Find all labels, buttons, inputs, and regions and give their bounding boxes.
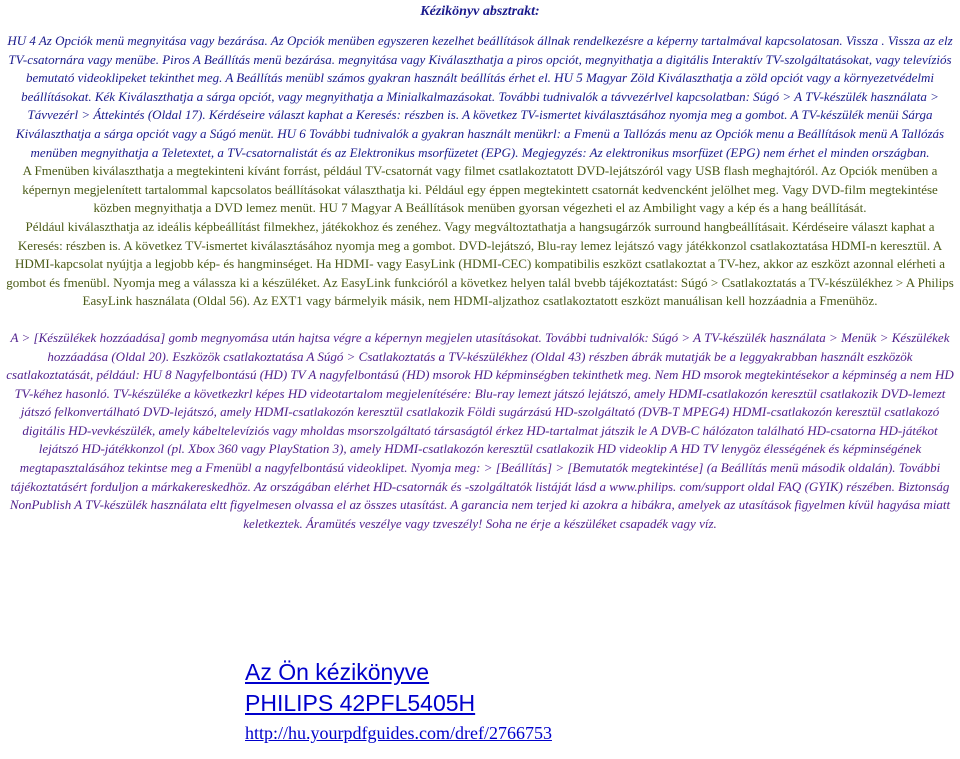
- paragraph-gap: [6, 311, 954, 329]
- model-link[interactable]: PHILIPS 42PFL5405H: [245, 690, 476, 716]
- paragraph-home-menu: A Fmenüben kiválaszthatja a megtekinteni kívánt forrást, például TV-csatornát vagy filmet csatlakoztatott DVD-lejátszóról vagy USB flash meghajtóról. Az Opciók menüben a képernyn megjelenített tartalommal kapcsolatos beállításokat választhatja ki. Például egy éppen megtekintett csatornát kedvencként jelölhet meg. Vagy DVD-film megtekintése közben megnyithatja a DVD lemez menüt. HU 7 Magyar A Beállítások menüben gyorsan végezheti el az Ambilight vagy a kép és a hang beállítását.: [22, 163, 938, 216]
- url-link[interactable]: http://hu.yourpdfguides.com/dref/2766753: [245, 723, 552, 743]
- paragraph-devices: A > [Készülékek hozzáadása] gomb megnyomása után hajtsa végre a képernyn megjelen utasításokat. További tudnivalók: Súgó > A TV-készülék használata > Menük > Készülékek hozzáadása (Oldal 20). Eszközök csatlakoztatása A Súgó > Csatlakoztatás a TV-készülékhez (Oldal 43) részben ábrák mutatják be a leggyakrabban használt eszközök csatlakoztatását, például: HU 8 Nagyfelbontású (HD) TV A nagyfelbontású (HD) msorok HD képminségben tekinthetk meg. Nem HD msorok megtekintésekor a képminség a nem HD TV-kéhez hasonló. TV-készüléke a következkrl képes HD videotartalom megjelenítésére: Blu-ray lemezt játszó lejátszó, amely HDMI-csatlakozón keresztül csatlakozik DVD-lemezt játszó felkonvertálható DVD-lejátszó, amely HDMI-csatlakozón keresztül csatlakozik Földi sugárzású HD-szolgáltató (DVB-T MPEG4) HDMI-csatlakozón keresztül csatlakozó digitális HD-vevkészülék, amely kábeltelevíziós vagy mholdas msorszolgáltató társaságtól érkez HD-tartalmat játszik le A DVB-C hálózaton található HD-csatorna HD-játékot lejátszó HD-játékkonzol (pl. Xbox 360 vagy PlayStation 3), amely HDMI-csatlakozón keresztül csatlakozik HD videoklip A HD TV lenygöz élességének és képminségének megtapasztalásához tekintse meg a Fmenübl a nagyfelbontású videoklipet. Nyomja meg: > [Beállítás] > [Bemutatók megtekintése] (a Beállítás menü második oldalán). További tájékoztatásért forduljon a márkakereskedhöz. Az országában elérhet HD-csatornák és -szolgáltatók listáját lásd a www.philips. com/support oldal FAQ (GYIK) részében. Biztonság NonPublish A TV-készülék használata eltt figyelmesen olvassa el az összes utasítást. A garancia nem terjed ki azokra a hibákra, amelyek az utasítások figyelmen kívül hagyása miatt keletkeztek. Áramütés veszélye vagy tzveszély! Soha ne érje a készüléket csapadék vagy víz.: [6, 329, 954, 531]
- page-title: Kézikönyv absztrakt:: [420, 4, 540, 19]
- paragraph-settings: Például kiválaszthatja az ideális képbeállítást filmekhez, játékokhoz és zenéhez. Vagy megváltoztathatja a hangsugárzók surround hangbeállításait. Kérdéseire választ kaphat a Keresés: részben is. A következ TV-ismertet kiválasztásához nyomja meg a gombot. DVD-lejátszó, Blu-ray lemez lejátszó vagy játékkonzol csatlakoztatása HDMI-n keresztül. A HDMI-kapcsolat nyújtja a legjobb kép- és hangminséget. Ha HDMI- vagy EasyLink (HDMI-CEC) kompatibilis eszközt csatlakoztat a TV-hez, akkor az eszközt azonnal elérheti a gombot és fmenübl. Nyomja meg a válassza ki a készüléket. Az EasyLink funkcióról a következ helyen talál bvebb tájékoztatást: Súgó > Csatlakoztatás a TV-készülékhez > A Philips EasyLink használata (Oldal 56). Az EXT1 vagy bármelyik másik, nem HDMI-aljzathoz csatlakoztatott eszközt manuálisan kell hozzáadnia a Fmenühöz.: [6, 218, 954, 309]
- paragraph-menus: HU 4 Az Opciók menü megnyitása vagy bezárása. Az Opciók menüben egyszeren kezelhet beállítások állnak rendelkezésre a képerny tartalmával kapcsolatosan. Vissza . Vissza az elz TV-csatornára vagy menübe. Piros A Beállítás menü bezárása. megnyitása vagy Kiválaszthatja a piros opciót, megnyithatja a digitális Interaktív TV-szolgáltatásokat, vagy televíziós bemutató videoklipeket tekinthet meg. A Beállítás menübl számos gyakran használt beállítás érhet el. HU 5 Magyar Zöld Kiválaszthatja a zöld opciót vagy a környezetvédelmi beállításokat. Kék Kiválaszthatja a sárga opciót, vagy megnyithatja a Minialkalmazásokat. További tudnivalók a távvezérlvel kapcsolatban: Súgó > A TV-készülék használata > Távvezérl > Áttekintés (Oldal 17). Kérdéseire választ kaphat a Keresés: részben is. A következ TV-ismertet kiválasztásához nyomja meg a gombot. A TV-készülék menüi Sárga Kiválaszthatja a sárga opciót vagy a Súgó menüt. HU 6 További tudnivalók a gyakran használt menükrl: a Fmenü a Tallózás menu az Opciók menu a Beállítások menü A Tallózás menüben megnyithatja a Teletextet, a TV-csatornalistát és az Elektronikus msorfüzetet (EPG). Megjegyzés: Az elektronikus msorfüzet (EPG) nem érhet el minden országban.: [7, 33, 953, 160]
- manual-link[interactable]: Az Ön kézikönyve: [245, 659, 430, 685]
- document-body: [6, 32, 954, 533]
- manual-links: [245, 657, 552, 747]
